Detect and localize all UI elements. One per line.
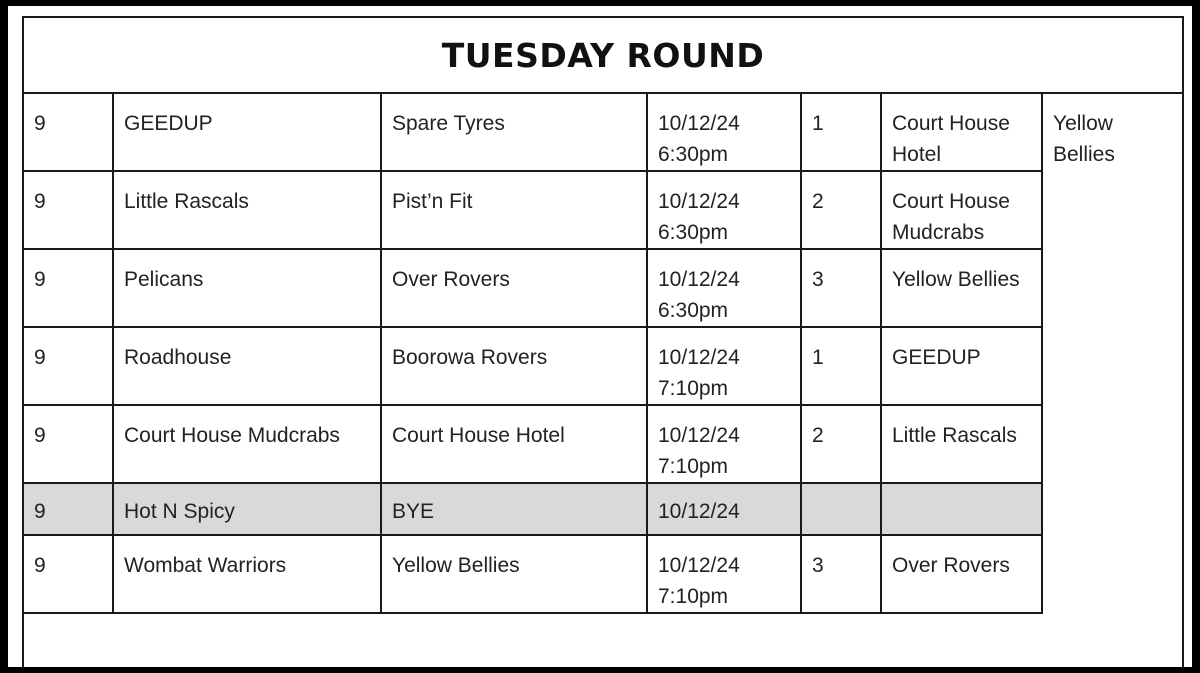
duty-team-cell (881, 483, 1042, 535)
fixture-body (24, 94, 1184, 613)
court-cell: 1 (801, 94, 881, 171)
date-time-cell (647, 171, 801, 249)
home-team-cell: Roadhouse (113, 327, 381, 405)
duty-team-cell: Little Rascals (881, 405, 1042, 483)
date-text: 10/12/24 (658, 554, 740, 577)
court-cell: 3 (801, 535, 881, 613)
fixture-table (24, 94, 1184, 614)
date-time-cell (647, 405, 801, 483)
home-team-cell: Wombat Warriors (113, 535, 381, 613)
time-text: 6:30pm (658, 299, 729, 322)
date-time-cell (647, 535, 801, 613)
table-row (24, 327, 1184, 405)
home-team-cell: Pelicans (113, 249, 381, 327)
round-cell: 9 (24, 171, 113, 249)
court-cell: 1 (801, 327, 881, 405)
home-team-cell: Little Rascals (113, 171, 381, 249)
date-time-cell (647, 94, 801, 171)
duty-team-cell: Over Rovers (881, 535, 1042, 613)
date-time-cell (647, 483, 801, 535)
home-team-cell: Hot N Spicy (113, 483, 381, 535)
fixture-table-border (22, 16, 1184, 667)
date-text: 10/12/24 (658, 112, 740, 135)
away-team-cell: Court House Hotel (381, 405, 647, 483)
date-text: 10/12/24 (658, 346, 740, 369)
duty-team-cell: Yellow Bellies (881, 249, 1042, 327)
duty-team-cell: Court House Hotel (881, 94, 1042, 171)
duty-team-cell: GEEDUP (881, 327, 1042, 405)
table-row (24, 535, 1184, 613)
away-team-cell: Spare Tyres (381, 94, 647, 171)
table-row (24, 94, 1184, 171)
court-cell: 2 (801, 171, 881, 249)
away-team-cell: Boorowa Rovers (381, 327, 647, 405)
court-cell (801, 483, 881, 535)
away-team-cell: Yellow Bellies (381, 535, 647, 613)
side-note-cell (1042, 94, 1184, 613)
round-cell: 9 (24, 94, 113, 171)
time-text: 7:10pm (658, 585, 729, 608)
page-title: TUESDAY ROUND (441, 35, 765, 75)
date-time-cell (647, 249, 801, 327)
time-text: 6:30pm (658, 221, 729, 244)
title-row (24, 18, 1182, 94)
court-cell: 3 (801, 249, 881, 327)
round-cell: 9 (24, 483, 113, 535)
fixture-sheet (8, 6, 1192, 667)
time-text: 6:30pm (658, 143, 729, 166)
date-text: 10/12/24 (658, 424, 740, 447)
round-cell: 9 (24, 405, 113, 483)
round-cell: 9 (24, 327, 113, 405)
date-text: 10/12/24 (658, 190, 740, 213)
home-team-cell: Court House Mudcrabs (113, 405, 381, 483)
time-text: 7:10pm (658, 377, 729, 400)
table-row (24, 249, 1184, 327)
table-row (24, 405, 1184, 483)
time-text: 7:10pm (658, 455, 729, 478)
date-text: 10/12/24 (658, 500, 740, 523)
away-team-cell: Over Rovers (381, 249, 647, 327)
side-note: Yellow Bellies (1053, 112, 1115, 166)
away-team-cell: BYE (381, 483, 647, 535)
date-time-cell (647, 327, 801, 405)
table-row (24, 171, 1184, 249)
home-team-cell: GEEDUP (113, 94, 381, 171)
date-text: 10/12/24 (658, 268, 740, 291)
court-cell: 2 (801, 405, 881, 483)
round-cell: 9 (24, 535, 113, 613)
duty-team-cell: Court House Mudcrabs (881, 171, 1042, 249)
table-row (24, 483, 1184, 535)
round-cell: 9 (24, 249, 113, 327)
away-team-cell: Pist’n Fit (381, 171, 647, 249)
